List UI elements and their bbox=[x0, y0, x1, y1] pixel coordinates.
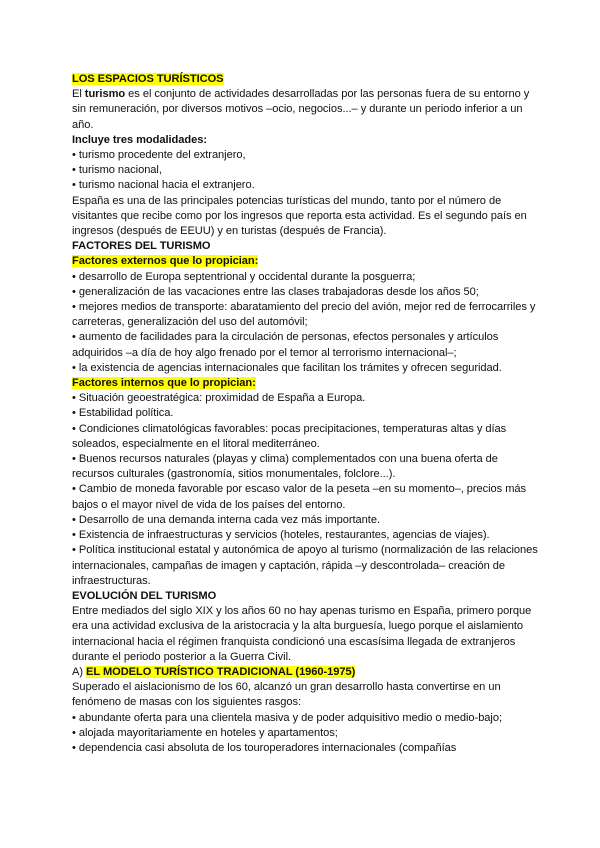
defined-term: turismo bbox=[84, 88, 126, 101]
list-item: • Situación geoestratégica: proximidad de España a Europa. bbox=[72, 392, 366, 405]
list-item: • Política institucional estatal y autonómica de apoyo al turismo (normalización de las relaciones internacionales, campañas de imagen y captación, rápida –y descontrolada– creación de infraestructuras. bbox=[72, 544, 538, 587]
list-item: • Buenos recursos naturales (playas y clima) complementados con una buena oferta de recursos culturales (gastronomía, sitios monumentales, folclore...). bbox=[72, 453, 498, 481]
section-heading-espacios: LOS ESPACIOS TURÍSTICOS bbox=[72, 73, 224, 85]
modelo-heading: A) EL MODELO TURÍSTICO TRADICIONAL (1960-1975) bbox=[72, 665, 356, 678]
espana-paragraph: España es una de las principales potencias turísticas del mundo, tanto por el número de visitantes que recibe como por los ingresos que reporta esta actividad. Es el segundo país en ingresos (después de EEUU) y en turistas (después de Francia). bbox=[72, 194, 527, 238]
definition-paragraph: El turismo es el conjunto de actividades desarrolladas por las personas fuera de su entorno y sin remuneración, por diversos motivos –ocio, negocios...– y durante un periodo inferior a un año. bbox=[72, 88, 530, 131]
list-item: • Condiciones climatológicas favorables: pocas precipitaciones, temperaturas altas y días soleados, especialmente en el litoral mediterráneo. bbox=[72, 422, 507, 450]
modelo-paragraph: Superado el aislacionismo de los 60, alcanzó un gran desarrollo hasta convertirse en un fenómeno de masas con los siguientes rasgos: bbox=[72, 681, 501, 709]
list-item: • generalización de las vacaciones entre las clases trabajadoras desde los años 50; bbox=[72, 285, 479, 298]
internos-title: Factores internos que lo propician: bbox=[72, 377, 256, 390]
list-item: • turismo nacional hacia el extranjero. bbox=[72, 179, 255, 192]
list-item: • desarrollo de Europa septentrional y occidental durante la posguerra; bbox=[72, 270, 416, 283]
list-item: • turismo nacional, bbox=[72, 164, 162, 177]
list-item: • Estabilidad política. bbox=[72, 407, 174, 420]
list-item: • Cambio de moneda favorable por escaso valor de la peseta –en su momento–, precios más bajos o el mayor nivel de vida de los países del entorno. bbox=[72, 483, 527, 511]
externos-title: Factores externos que lo propician: bbox=[72, 255, 259, 268]
list-item: • alojada mayoritariamente en hoteles y apartamentos; bbox=[72, 726, 338, 739]
section-heading-factores: FACTORES DEL TURISMO bbox=[72, 240, 211, 253]
section-heading-evolucion: EVOLUCIÓN DEL TURISMO bbox=[72, 589, 217, 602]
list-item: • la existencia de agencias internacionales que facilitan los trámites y ofrecen seguridad. bbox=[72, 361, 502, 374]
evolucion-paragraph: Entre mediados del siglo XIX y los años 60 no hay apenas turismo en España, primero porque era una actividad exclusiva de la aristocracia y la alta burguesía, luego porque el aislamiento internacional hacia el régimen franquista condicionó una escasísima llegada de extranjeros durante el periodo posterior a la Guerra Civil. bbox=[72, 605, 532, 663]
list-item: • Existencia de infraestructuras y servicios (hoteles, restaurantes, agencias de viajes). bbox=[72, 529, 490, 542]
list-item: • aumento de facilidades para la circulación de personas, efectos personales y artículos adquiridos –a día de hoy algo frenado por el temor al terrorismo internacional–; bbox=[72, 331, 499, 359]
list-item: • dependencia casi absoluta de los touroperadores internacionales (compañías bbox=[72, 741, 457, 754]
list-item: • turismo procedente del extranjero, bbox=[72, 149, 246, 162]
list-item: • Desarrollo de una demanda interna cada vez más importante. bbox=[72, 513, 380, 526]
list-item: • mejores medios de transporte: abaratamiento del precio del avión, mejor red de ferrocarriles y carreteras, generalización del uso del automóvil; bbox=[72, 301, 536, 329]
modalidades-title: Incluye tres modalidades: bbox=[72, 133, 208, 146]
document-page bbox=[72, 72, 542, 756]
list-item: • abundante oferta para una clientela masiva y de poder adquisitivo medio o medio-bajo; bbox=[72, 711, 502, 724]
